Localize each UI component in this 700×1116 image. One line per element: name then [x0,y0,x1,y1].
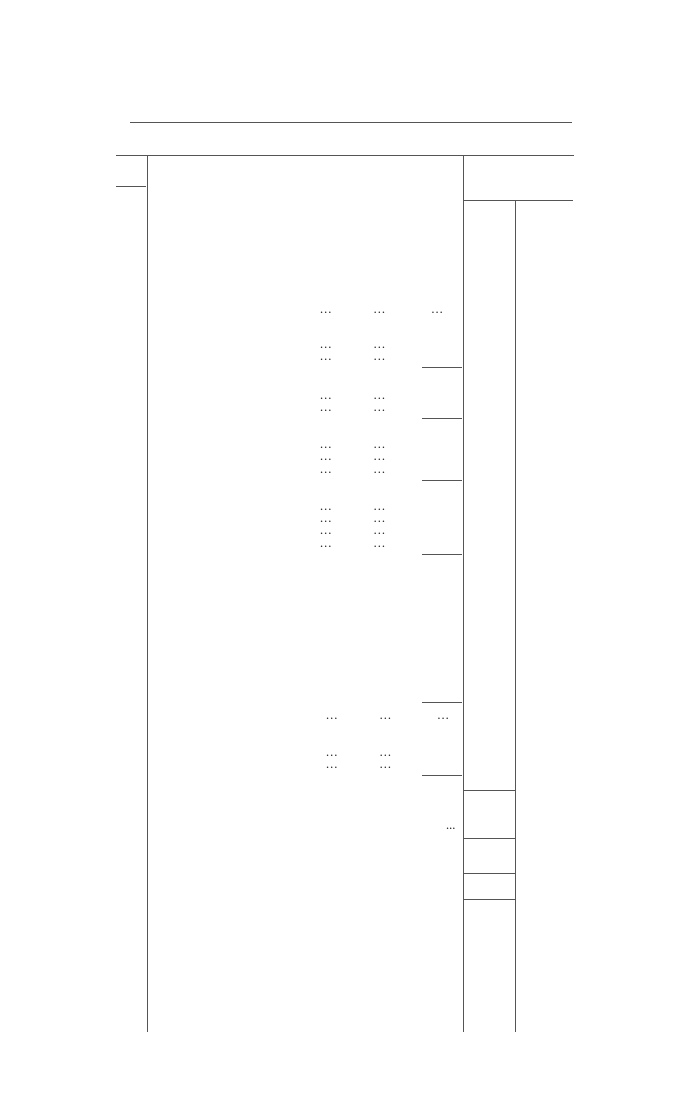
leader-dots: ... ... [326,757,392,771]
leader-dots: ... ... [320,449,386,463]
subtotal-rule [422,418,462,419]
title-rule [130,122,572,123]
leader-dots: ... ... [320,388,386,402]
subtotal-rule [422,367,462,368]
leader-dots: ... ... [320,400,386,414]
amount-column-border [463,156,464,1032]
leader-dots: ... ... [320,511,386,525]
leader-dots: ... [446,818,456,832]
leader-dots: ... ... [320,499,386,513]
year-header-rule [463,200,573,201]
item-column-border [147,156,148,1032]
subtotal-rule [422,480,462,481]
leader-dots: ... ... [320,437,386,451]
subtotal-rule [422,554,462,555]
subtotal-rule [422,702,462,703]
table-top-rule [116,155,574,156]
item-header-rule [116,186,146,187]
sum-rule [463,838,515,839]
leader-dots: ... ... [320,337,386,351]
sum-rule [463,790,515,791]
leader-dots: ... ... [320,523,386,537]
subtotal-rule [422,775,462,776]
leader-dots: ... ... [320,462,386,476]
leader-dots: ... ... ... [326,708,450,722]
leader-dots: ... ... [320,349,386,363]
second-amount-column-border [515,200,516,1032]
leader-dots: ... ... ... [320,302,444,316]
sum-rule [463,873,515,874]
leader-dots: ... ... [326,745,392,759]
leader-dots: ... ... [320,536,386,550]
sum-rule [463,899,515,900]
